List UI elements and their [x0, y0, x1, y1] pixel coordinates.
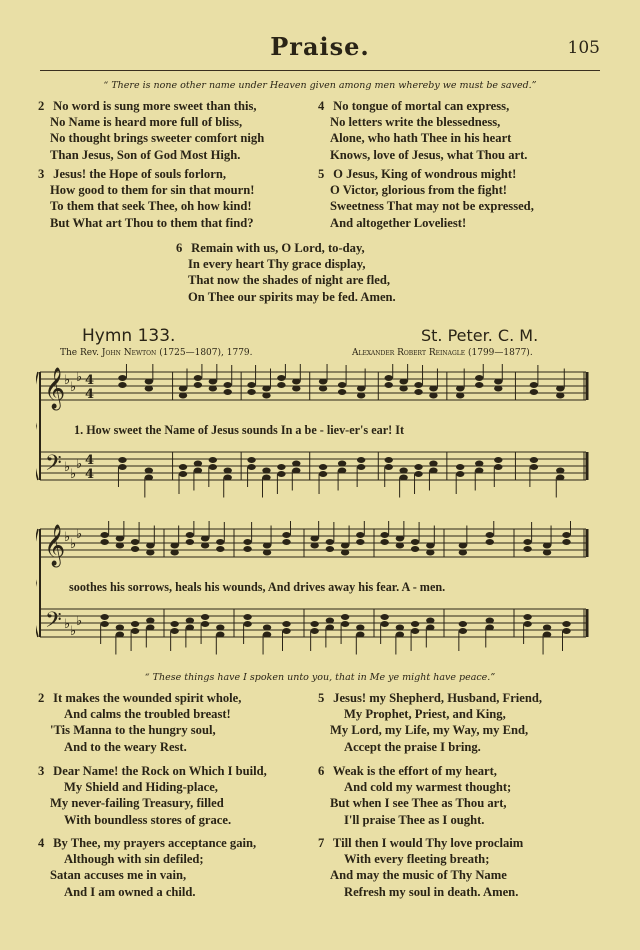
note-head: [475, 468, 483, 474]
note-head: [556, 468, 564, 474]
note-head: [426, 543, 434, 549]
words-credit-dates: (1725—1807), 1779.: [159, 348, 253, 358]
note-head: [341, 550, 349, 556]
note-head: [456, 393, 464, 399]
note-head: [282, 628, 290, 634]
stanza-line: But What art Thou to them that find?: [50, 215, 254, 230]
stanza-line: 5 O Jesus, King of wondrous might!: [318, 167, 517, 181]
stanza-line: With boundless stores of grace.: [64, 812, 232, 827]
note-head: [170, 543, 178, 549]
note-head: [131, 539, 139, 545]
time-signature: 4: [85, 373, 95, 388]
note-head: [399, 468, 407, 474]
flat-sign: ♭: [70, 537, 77, 552]
note-head: [262, 393, 270, 399]
tune-title: St. Peter. C. M.: [421, 326, 539, 345]
note-head: [562, 628, 570, 634]
note-head: [429, 461, 437, 467]
stanza-line: 2 It makes the wounded spirit whole,: [38, 691, 242, 705]
hymn-title: Hymn 133.: [82, 326, 176, 346]
note-head: [116, 632, 124, 638]
note-head: [429, 393, 437, 399]
note-head: [282, 621, 290, 627]
stanza-line: To them that seek Thee, oh how kind!: [50, 199, 252, 214]
lyrics-line-2: soothes his sorrows, heals his wounds, And drives away his fear. A - men.: [69, 580, 446, 594]
note-head: [116, 543, 124, 549]
note-head: [179, 393, 187, 399]
note-head: [414, 464, 422, 470]
note-head: [385, 457, 393, 463]
note-head: [170, 550, 178, 556]
flat-sign: ♭: [64, 530, 71, 545]
note-head: [380, 539, 388, 545]
note-head: [282, 532, 290, 538]
note-head: [543, 543, 551, 549]
note-head: [277, 375, 285, 381]
note-head: [100, 539, 108, 545]
note-head: [118, 382, 126, 388]
note-head: [326, 539, 334, 545]
stanza-bottom-6: [318, 763, 511, 828]
stanza-line: That now the shades of night are fled,: [188, 273, 390, 288]
note-head: [380, 614, 388, 620]
note-head: [263, 632, 271, 638]
flat-sign: ♭: [70, 624, 77, 639]
stanza-line: Accept the praise I bring.: [344, 739, 481, 754]
note-head: [396, 536, 404, 542]
note-head: [494, 379, 502, 385]
note-head: [338, 389, 346, 395]
stanza-line: Sweetness That may not be expressed,: [330, 199, 534, 214]
note-head: [201, 614, 209, 620]
note-head: [356, 625, 364, 631]
note-head: [326, 625, 334, 631]
note-head: [145, 386, 153, 392]
bass-clef: 𝄢: [45, 451, 62, 481]
note-head: [224, 389, 232, 395]
note-head: [556, 393, 564, 399]
note-head: [243, 539, 251, 545]
brace-curve: [36, 529, 38, 637]
note-head: [131, 546, 139, 552]
note-head: [426, 618, 434, 624]
stanza-line: O Victor, glorious from the fight!: [330, 183, 507, 198]
note-head: [411, 539, 419, 545]
note-head: [530, 389, 538, 395]
note-head: [494, 457, 502, 463]
note-head: [310, 628, 318, 634]
note-head: [356, 632, 364, 638]
page-number: 105: [567, 38, 600, 58]
note-head: [100, 532, 108, 538]
stanza-bottom-7: [318, 835, 523, 900]
note-head: [179, 386, 187, 392]
stanza-line: On Thee our spirits may be fed. Amen.: [188, 289, 396, 304]
note-head: [456, 464, 464, 470]
page-title: Praise.: [270, 32, 370, 61]
note-head: [530, 464, 538, 470]
music-credit-dates: (1799—1877).: [467, 348, 533, 358]
note-head: [310, 543, 318, 549]
stanza-line: And altogether Loveliest!: [330, 215, 467, 230]
note-head: [486, 625, 494, 631]
note-head: [562, 532, 570, 538]
stanza-bottom-3: [38, 763, 267, 828]
note-head: [523, 621, 531, 627]
note-head: [145, 468, 153, 474]
note-head: [380, 621, 388, 627]
note-head: [523, 614, 531, 620]
note-head: [201, 536, 209, 542]
note-head: [116, 536, 124, 542]
words-credit: [60, 348, 253, 358]
stanza-line: My Lord, my Life, my Way, my End,: [330, 723, 529, 738]
note-head: [338, 468, 346, 474]
music-credit: [352, 348, 533, 358]
note-head: [530, 382, 538, 388]
note-head: [146, 543, 154, 549]
stanza-line: Refresh my soul in death. Amen.: [344, 884, 519, 899]
note-head: [145, 475, 153, 481]
time-signature: 4: [85, 467, 95, 482]
note-head: [179, 464, 187, 470]
note-head: [414, 471, 422, 477]
note-head: [385, 375, 393, 381]
note-head: [396, 632, 404, 638]
note-head: [263, 550, 271, 556]
note-head: [411, 546, 419, 552]
note-head: [556, 386, 564, 392]
stanza-line: And I am owned a child.: [64, 884, 196, 899]
note-head: [209, 464, 217, 470]
note-head: [209, 457, 217, 463]
note-head: [186, 532, 194, 538]
note-head: [131, 628, 139, 634]
stanza-top-4: [318, 98, 527, 163]
note-head: [456, 386, 464, 392]
note-head: [194, 468, 202, 474]
note-head: [456, 471, 464, 477]
stanza-line: 7 Till then I would Thy love proclaim: [318, 836, 524, 850]
note-head: [459, 628, 467, 634]
note-head: [341, 621, 349, 627]
note-head: [475, 461, 483, 467]
note-head: [145, 379, 153, 385]
stanza-line: 4 No tongue of mortal can express,: [318, 99, 510, 113]
stanza-line: And cold my warmest thought;: [344, 780, 512, 795]
note-head: [414, 382, 422, 388]
stanza-line: My Prophet, Priest, and King,: [344, 707, 506, 722]
note-head: [399, 475, 407, 481]
note-head: [209, 379, 217, 385]
note-head: [263, 625, 271, 631]
stanza-bottom-2: [38, 690, 241, 755]
note-head: [357, 464, 365, 470]
note-head: [475, 382, 483, 388]
note-head: [262, 386, 270, 392]
note-head: [429, 386, 437, 392]
stanza-line: But when I see Thee as Thou art,: [330, 796, 507, 811]
treble-clef: 𝄞: [44, 525, 66, 566]
note-head: [396, 625, 404, 631]
note-head: [556, 475, 564, 481]
stanza-line: 6 Weak is the effort of my heart,: [318, 764, 497, 778]
note-head: [399, 386, 407, 392]
note-head: [224, 468, 232, 474]
flat-sign: ♭: [76, 614, 83, 629]
note-head: [118, 457, 126, 463]
brace-curve: [36, 372, 38, 480]
note-head: [486, 539, 494, 545]
note-head: [562, 621, 570, 627]
stanza-line: 3 Dear Name! the Rock on Which I build,: [38, 764, 267, 778]
note-head: [459, 550, 467, 556]
note-head: [209, 386, 217, 392]
note-head: [216, 632, 224, 638]
stanza-line: No letters write the blessedness,: [330, 115, 501, 130]
note-head: [243, 614, 251, 620]
stanza-line: In every heart Thy grace display,: [188, 257, 366, 272]
note-head: [396, 543, 404, 549]
note-head: [224, 475, 232, 481]
stanza-bottom-5: [318, 690, 542, 755]
note-head: [429, 468, 437, 474]
note-head: [523, 539, 531, 545]
note-head: [277, 464, 285, 470]
stanza-top-3: [38, 166, 254, 231]
note-head: [224, 382, 232, 388]
note-head: [243, 546, 251, 552]
middle-scripture-quote: “ These things have I spoken unto you, that in Me ye might have peace.”: [144, 672, 496, 683]
note-head: [262, 475, 270, 481]
stanza-line: 3 Jesus! the Hope of souls forlorn,: [38, 167, 226, 181]
stanza-line: How good to them for sin that mourn!: [50, 183, 255, 198]
note-head: [319, 386, 327, 392]
stanza-line: Knows, love of Jesus, what Thou art.: [330, 147, 528, 162]
flat-sign: ♭: [70, 380, 77, 395]
flat-sign: ♭: [76, 457, 83, 472]
note-head: [357, 393, 365, 399]
stanza-top-2: [38, 98, 264, 163]
note-head: [100, 621, 108, 627]
note-head: [319, 471, 327, 477]
note-head: [494, 464, 502, 470]
note-head: [475, 375, 483, 381]
flat-sign: ♭: [64, 460, 71, 475]
note-head: [459, 621, 467, 627]
note-head: [201, 621, 209, 627]
stanza-bottom-4: [38, 835, 256, 900]
note-head: [194, 375, 202, 381]
note-head: [100, 614, 108, 620]
note-head: [543, 632, 551, 638]
note-head: [194, 382, 202, 388]
flat-sign: ♭: [76, 370, 83, 385]
note-head: [543, 550, 551, 556]
top-scripture-quote: “ There is none other name under Heaven given among men whereby we must be saved.”: [103, 80, 537, 91]
note-head: [118, 375, 126, 381]
stanza-line: My never-failing Treasury, filled: [50, 796, 224, 811]
stanza-line: Alone, who hath Thee in his heart: [330, 131, 512, 146]
flat-sign: ♭: [64, 373, 71, 388]
stanza-line: With every fleeting breath;: [344, 852, 490, 867]
stanza-line: 'Tis Manna to the hungry soul,: [50, 723, 216, 738]
note-head: [411, 628, 419, 634]
note-head: [357, 386, 365, 392]
words-credit-prefix: The Rev.: [60, 348, 99, 358]
words-credit-name: John Newton: [101, 348, 157, 358]
stanza-line: And may the music of Thy Name: [330, 868, 507, 883]
note-head: [116, 625, 124, 631]
note-head: [146, 618, 154, 624]
note-head: [170, 621, 178, 627]
note-head: [262, 468, 270, 474]
bass-clef: 𝄢: [45, 608, 62, 638]
stanza-line: No Name is heard more full of bliss,: [50, 115, 243, 130]
treble-clef: 𝄞: [44, 368, 66, 409]
note-head: [356, 532, 364, 538]
note-head: [543, 625, 551, 631]
stanza-line: And calms the troubled breast!: [64, 707, 231, 722]
note-head: [292, 461, 300, 467]
header-divider: [40, 70, 600, 71]
note-head: [292, 386, 300, 392]
note-head: [319, 464, 327, 470]
note-head: [356, 539, 364, 545]
stanza-line: 5 Jesus! my Shepherd, Husband, Friend,: [318, 691, 543, 705]
note-head: [292, 468, 300, 474]
note-head: [399, 379, 407, 385]
time-signature: 4: [85, 453, 95, 468]
note-head: [385, 382, 393, 388]
note-head: [459, 543, 467, 549]
note-head: [380, 532, 388, 538]
note-head: [385, 464, 393, 470]
note-head: [486, 618, 494, 624]
note-head: [186, 618, 194, 624]
lyrics-line-1: 1. How sweet the Name of Jesus sounds In a be - liev-er's ear! It: [74, 423, 405, 437]
stanza-line: 6 Remain with us, O Lord, to-day,: [176, 241, 365, 255]
stanza-top-6: [176, 240, 396, 305]
note-head: [216, 546, 224, 552]
note-head: [426, 550, 434, 556]
note-head: [277, 382, 285, 388]
note-head: [411, 621, 419, 627]
flat-sign: ♭: [64, 617, 71, 632]
note-head: [319, 379, 327, 385]
note-head: [179, 471, 187, 477]
stanza-line: I'll praise Thee as I ought.: [344, 812, 485, 827]
music-credit-name: Alexander Robert Reinagle: [352, 348, 466, 358]
note-head: [243, 621, 251, 627]
note-head: [341, 543, 349, 549]
stanza-line: No thought brings sweeter comfort nigh: [50, 131, 265, 146]
note-head: [341, 614, 349, 620]
note-head: [131, 621, 139, 627]
note-head: [170, 628, 178, 634]
note-head: [118, 464, 126, 470]
note-head: [186, 625, 194, 631]
stanza-line: Although with sin defiled;: [64, 852, 204, 867]
note-head: [338, 461, 346, 467]
stanza-line: My Shield and Hiding-place,: [64, 780, 218, 795]
note-head: [494, 386, 502, 392]
note-head: [523, 546, 531, 552]
note-head: [530, 457, 538, 463]
note-head: [277, 471, 285, 477]
flat-sign: ♭: [76, 527, 83, 542]
stanza-line: Than Jesus, Son of God Most High.: [50, 147, 241, 162]
stanza-line: Satan accuses me in vain,: [50, 868, 187, 883]
note-head: [201, 543, 209, 549]
time-signature: 4: [85, 387, 95, 402]
note-head: [146, 625, 154, 631]
note-head: [146, 550, 154, 556]
note-head: [357, 457, 365, 463]
note-head: [310, 621, 318, 627]
stanza-line: 2 No word is sung more sweet than this,: [38, 99, 257, 113]
note-head: [292, 379, 300, 385]
stanza-top-5: [318, 166, 534, 231]
note-head: [247, 382, 255, 388]
note-head: [216, 625, 224, 631]
note-head: [247, 389, 255, 395]
note-head: [263, 543, 271, 549]
note-head: [194, 461, 202, 467]
stanza-line: 4 By Thee, my prayers acceptance gain,: [38, 836, 257, 850]
note-head: [282, 539, 290, 545]
note-head: [247, 457, 255, 463]
note-head: [247, 464, 255, 470]
note-head: [216, 539, 224, 545]
note-head: [426, 625, 434, 631]
note-head: [310, 536, 318, 542]
note-head: [562, 539, 570, 545]
note-head: [326, 618, 334, 624]
note-head: [486, 532, 494, 538]
note-head: [338, 382, 346, 388]
note-head: [326, 546, 334, 552]
stanza-line: And to the weary Rest.: [64, 739, 187, 754]
flat-sign: ♭: [70, 467, 77, 482]
note-head: [186, 539, 194, 545]
note-head: [414, 389, 422, 395]
